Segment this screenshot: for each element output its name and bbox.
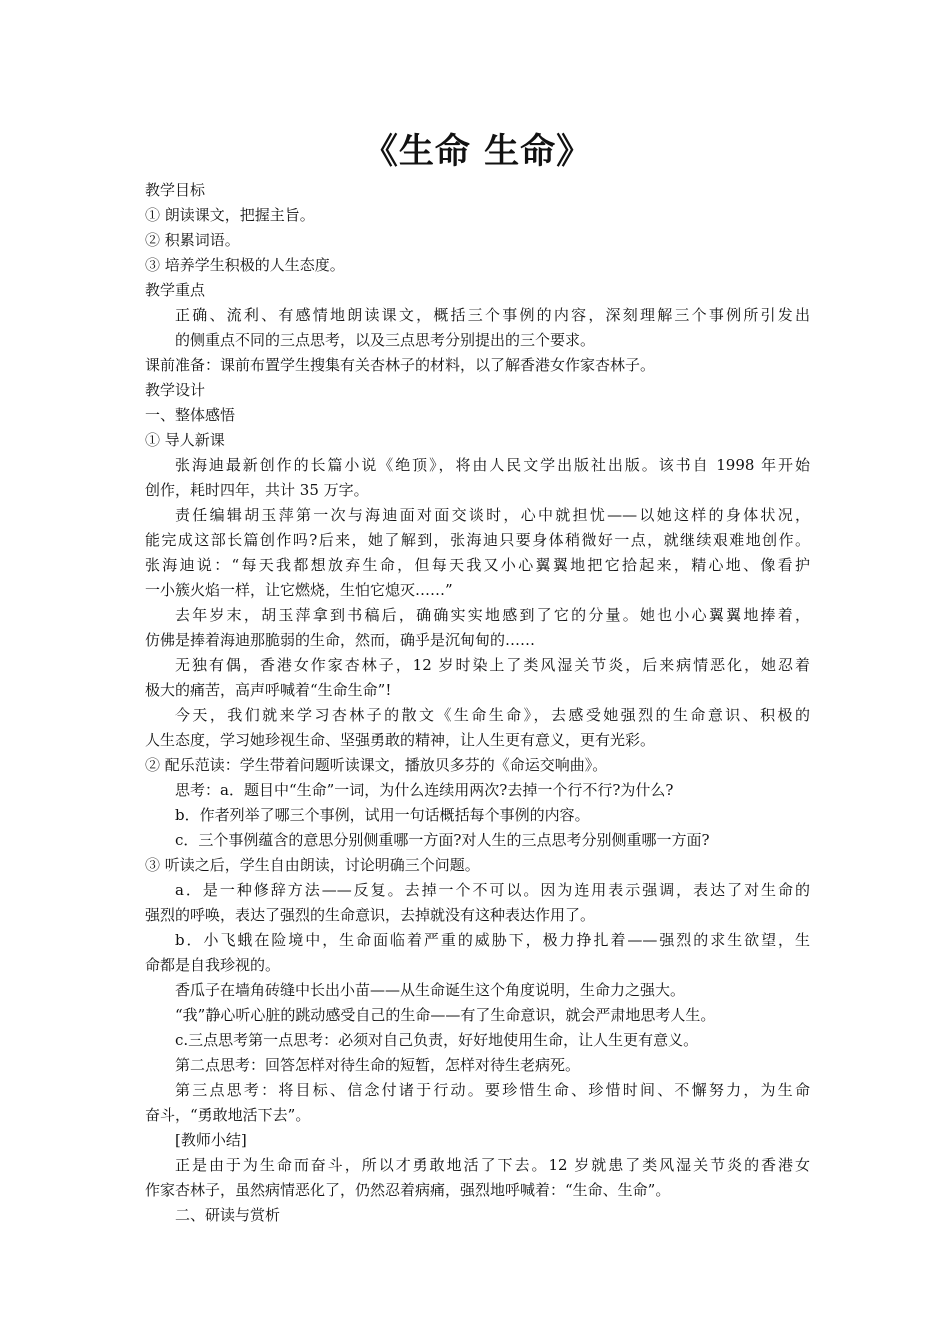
text-line: 教学目标 xyxy=(145,181,206,199)
text-line: ① 导人新课 xyxy=(145,431,225,449)
text-line: 第二点思考：回答怎样对待生命的短暂，怎样对待生老病死。 xyxy=(175,1056,581,1074)
text-line: 一、整体感悟 xyxy=(145,406,236,424)
text-line: a．是一种修辞方法——反复。去掉一个不可以。因为连用表示强调，表达了对生命的 xyxy=(175,881,810,899)
text-line: 教学重点 xyxy=(145,281,206,299)
text-line: c.三点思考第一点思考：必须对自己负责，好好地使用生命，让人生更有意义。 xyxy=(175,1031,699,1049)
document-title: 《生命 生命》 xyxy=(362,132,593,172)
text-line: 奋斗，“勇敢地活下去”。 xyxy=(145,1106,311,1124)
text-line: 责任编辑胡玉萍第一次与海迪面对面交谈时，心中就担忧——以她这样的身体状况， xyxy=(175,506,810,524)
text-line: 课前准备：课前布置学生搜集有关杏林子的材料，以了解香港女作家杏林子。 xyxy=(145,356,656,374)
text-line: 强烈的呼唤，表达了强烈的生命意识，去掉就没有这种表达作用了。 xyxy=(145,906,596,924)
text-line: 张海迪说：“每天我都想放弃生命，但每天我又小心翼翼地把它拾起来，精心地、像看护 xyxy=(145,556,810,574)
text-line: 一小簇火焰一样，让它燃烧，生怕它熄灭……” xyxy=(145,581,453,599)
text-line: 思考：a．题目中“生命”一词，为什么连续用两次?去掉一个行不行?为什么? xyxy=(175,781,674,799)
text-line: b．作者列举了哪三个事例，试用一句话概括每个事例的内容。 xyxy=(175,806,590,824)
text-line: 张海迪最新创作的长篇小说《绝顶》，将由人民文学出版社出版。该书自 1998 年开始 xyxy=(175,456,810,474)
text-line: “我”静心听心脏的跳动感受自己的生命——有了生命意识，就会严肃地思考人生。 xyxy=(175,1006,716,1024)
text-line: 人生态度，学习她珍视生命、坚强勇敢的精神，让人生更有意义，更有光彩。 xyxy=(145,731,656,749)
text-line: 命都是自我珍视的。 xyxy=(145,956,281,974)
text-line: 香瓜子在墙角砖缝中长出小苗——从生命诞生这个角度说明，生命力之强大。 xyxy=(175,981,686,999)
text-line: ① 朗读课文，把握主旨。 xyxy=(145,206,315,224)
text-line: ② 配乐范读：学生带着问题听读课文，播放贝多芬的《命运交响曲》。 xyxy=(145,756,608,774)
text-line: ② 积累词语。 xyxy=(145,231,240,249)
text-line: c．三个事例蕴含的意思分别侧重哪一方面?对人生的三点思考分别侧重哪一方面? xyxy=(175,831,710,849)
text-line: 教学设计 xyxy=(145,381,206,399)
text-line: ③ 听读之后，学生自由朗读，讨论明确三个问题。 xyxy=(145,856,480,874)
text-line: 今天，我们就来学习杏林子的散文《生命生命》，去感受她强烈的生命意识、积极的 xyxy=(175,706,810,724)
text-line: 作家杏林子，虽然病情恶化了，仍然忍着病痛，强烈地呼喊着：“生命、生命”。 xyxy=(145,1181,671,1199)
text-line: 的侧重点不同的三点思考，以及三点思考分别提出的三个要求。 xyxy=(175,331,596,349)
text-line: b．小飞蛾在险境中，生命面临着严重的威胁下，极力挣扎着——强烈的求生欲望，生 xyxy=(175,931,810,949)
text-line: ③ 培养学生积极的人生态度。 xyxy=(145,256,345,274)
text-line: 无独有偶，香港女作家杏林子，12 岁时染上了类风湿关节炎，后来病情恶化，她忍着 xyxy=(175,656,810,674)
text-line: [教师小结] xyxy=(175,1131,247,1149)
text-line: 能完成这部长篇创作吗?后来，她了解到，张海迪只要身体稍微好一点，就继续艰难地创作。 xyxy=(145,531,810,549)
text-line: 去年岁末，胡玉萍拿到书稿后，确确实实地感到了它的分量。她也小心翼翼地捧着， xyxy=(175,606,810,624)
text-line: 仿佛是捧着海迪那脆弱的生命，然而，确乎是沉甸甸的…… xyxy=(145,631,536,649)
document-body xyxy=(145,178,810,1228)
text-line: 创作，耗时四年，共计 35 万字。 xyxy=(145,481,369,499)
text-line: 正确、流利、有感情地朗读课文，概括三个事例的内容，深刻理解三个事例所引发出 xyxy=(175,306,810,324)
text-line: 二、研读与赏析 xyxy=(175,1206,281,1224)
text-line: 正是由于为生命而奋斗，所以才勇敢地活了下去。12 岁就患了类风湿关节炎的香港女 xyxy=(175,1156,810,1174)
text-line: 极大的痛苦，高声呼喊着“生命生命”! xyxy=(145,681,392,699)
text-line: 第三点思考：将目标、信念付诸于行动。要珍惜生命、珍惜时间、不懈努力，为生命 xyxy=(175,1081,810,1099)
document-page xyxy=(145,126,810,1228)
